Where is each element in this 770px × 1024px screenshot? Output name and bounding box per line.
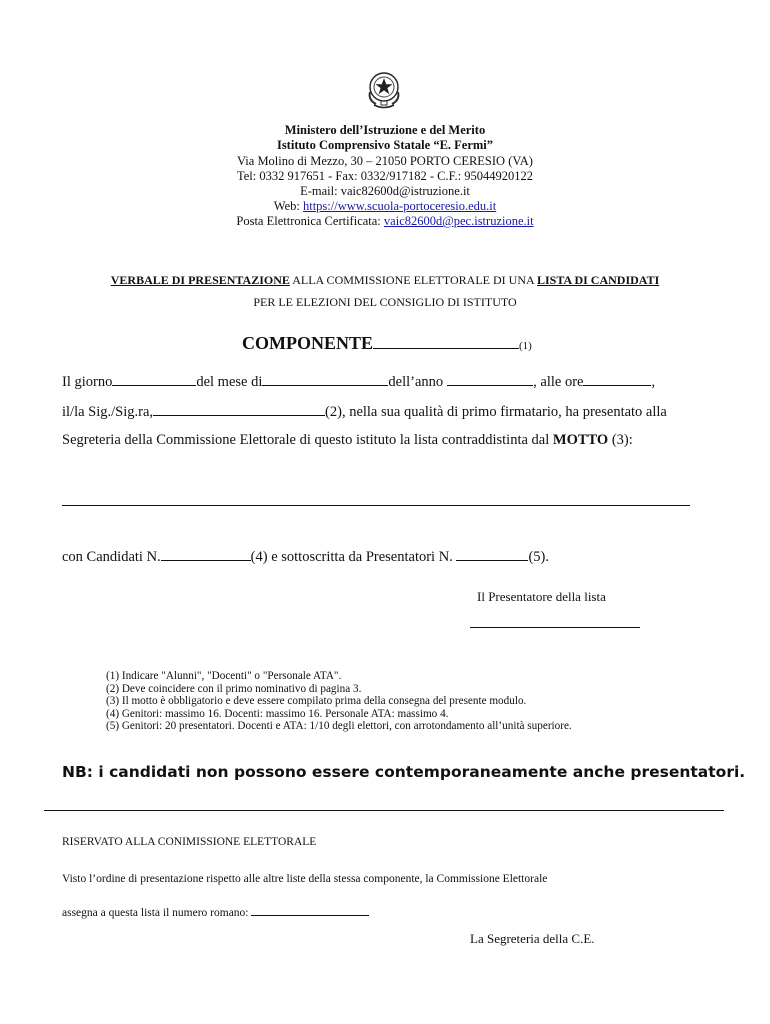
anno-blank[interactable]: [447, 373, 533, 386]
footnote-4: (4) Genitori: massimo 16. Docenti: massimo 16. Personale ATA: massimo 4.: [106, 707, 449, 720]
ministry-name: Ministero dell’Istruzione e del Merito: [284, 123, 486, 137]
institute-email: E-mail: vaic82600d@istruzione.it: [300, 184, 470, 198]
segreteria-text: Segreteria della Commissione Elettorale di questo istituto la lista contraddistinta dal: [62, 432, 553, 448]
mese-label: del mese di: [196, 374, 263, 390]
title-middle: ALLA COMMISSIONE ELETTORALE DI UNA: [289, 273, 537, 287]
segreteria-signature: La Segreteria della C.E.: [470, 931, 595, 946]
componente-label: COMPONENTE: [242, 333, 374, 353]
componente-blank[interactable]: [373, 336, 519, 349]
footnote-5: (5) Genitori: 20 presentatori. Docenti e ATA: 1/10 degli elettori, con arrotondamento all’unità superiore.: [106, 720, 572, 732]
reserved-line-1: Visto l’ordine di presentazione rispetto alle altre liste della stessa componente, la Commissione Elettorale: [62, 873, 548, 885]
roman-number-blank[interactable]: [251, 903, 369, 916]
institute-contacts: Tel: 0332 917651 - Fax: 0332/917182 - C.F.: 95044920122: [236, 169, 534, 183]
componente-ref: (1): [519, 340, 532, 352]
mese-blank[interactable]: [262, 373, 388, 386]
date-comma: ,: [651, 374, 656, 390]
nb-warning: NB: i candidati non possono essere contemporaneamente anche presentatori.: [62, 763, 746, 781]
title-lista: LISTA DI CANDIDATI: [537, 273, 660, 287]
document-subtitle: PER LE ELEZIONI DEL CONSIGLIO DI ISTITUTO: [253, 295, 517, 309]
sig-blank[interactable]: [153, 403, 325, 416]
presentatore-label: Il Presentatore della lista: [477, 589, 606, 604]
pec-label: Posta Elettronica Certificata:: [236, 214, 384, 228]
presentatore-signature-line[interactable]: [470, 627, 640, 628]
presentatori-ref: (5).: [528, 549, 549, 565]
web-label: Web:: [273, 199, 303, 213]
segreteria-ref: (3):: [608, 432, 633, 448]
giorno-blank[interactable]: [112, 373, 196, 386]
footnote-3: (3) Il motto è obbligatorio e deve essere compilato prima della consegna del presente modulo.: [106, 695, 527, 707]
sig-label: il/la Sig./Sig.ra,: [62, 404, 154, 420]
candidati-line: [62, 548, 549, 566]
footnotes: [106, 670, 572, 733]
section-divider: [44, 810, 724, 811]
ore-label: , alle ore: [533, 374, 584, 390]
giorno-label: Il giorno: [62, 374, 113, 390]
institute-address: Via Molino di Mezzo, 30 – 21050 PORTO CERESIO (VA): [237, 154, 533, 168]
footnote-2: (2) Deve coincidere con il primo nominativo di pagina 3.: [106, 682, 362, 695]
web-link[interactable]: https://www.scuola-portoceresio.edu.it: [302, 199, 497, 213]
candidati-blank[interactable]: [161, 548, 251, 561]
institute-name: Istituto Comprensivo Statale “E. Fermi”: [276, 138, 494, 152]
institute-web: [0, 199, 770, 214]
anno-label: dell’anno: [388, 374, 444, 390]
presentatori-blank[interactable]: [456, 548, 528, 561]
ore-blank[interactable]: [583, 373, 651, 386]
institute-pec: [0, 214, 770, 229]
document-title: [0, 273, 770, 288]
candidati-rest: (4) e sottoscritta da Presentatori N.: [250, 549, 457, 565]
segreteria-line: [62, 432, 633, 449]
motto-label: MOTTO: [552, 432, 609, 448]
candidati-label: con Candidati N.: [62, 549, 161, 565]
sig-rest: (2), nella sua qualità di primo firmatario, ha presentato alla: [325, 404, 667, 420]
reserved-heading: RISERVATO ALLA CONIMISSIONE ELETTORALE: [62, 836, 317, 848]
pec-link[interactable]: vaic82600d@pec.istruzione.it: [383, 214, 534, 228]
title-verbale: VERBALE DI PRESENTAZIONE: [110, 273, 290, 287]
componente-line: [242, 333, 532, 354]
footnote-1: (1) Indicare "Alunni", "Docenti" o "Personale ATA".: [106, 670, 342, 682]
signatory-line: [62, 403, 667, 421]
reserved-line-2: [62, 903, 369, 919]
roman-number-label: assegna a questa lista il numero romano:: [62, 907, 252, 919]
date-line: [62, 373, 655, 391]
italian-republic-emblem: [366, 68, 402, 110]
motto-blank-line[interactable]: [62, 505, 690, 506]
